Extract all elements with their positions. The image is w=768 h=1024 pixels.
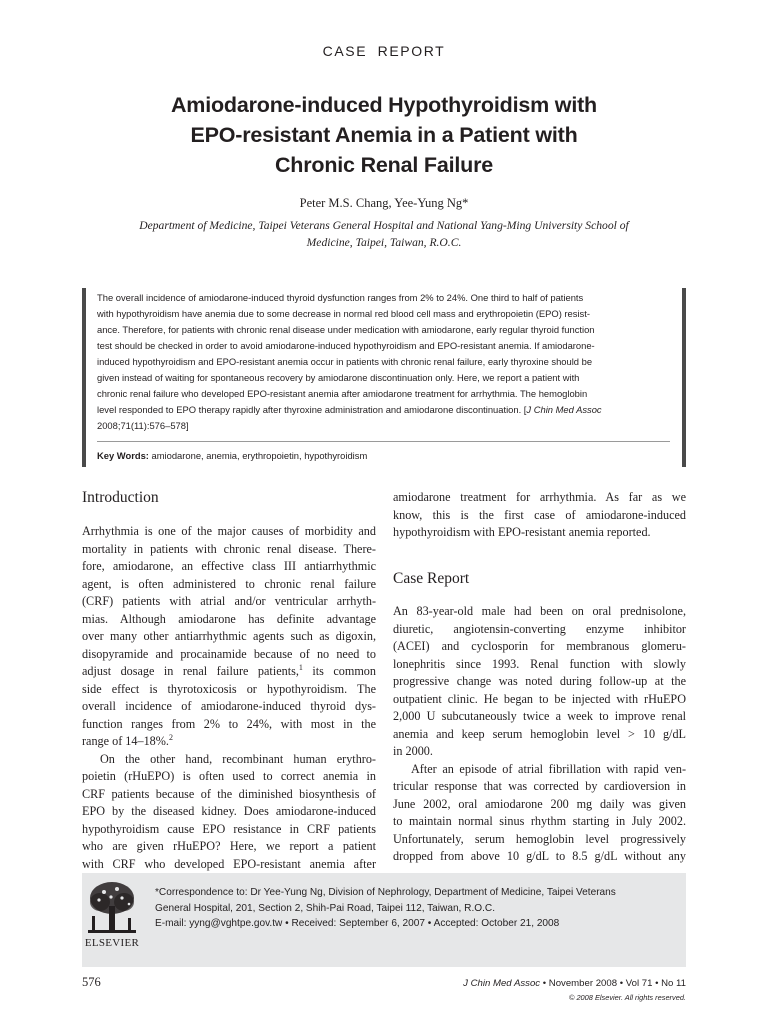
body-line: diuretic, angiotensin-converting enzyme inhibitor [393, 621, 686, 636]
abstract [97, 290, 672, 434]
keywords [97, 449, 670, 463]
body-line: overall incidence of amiodarone-induced thyroid dys- [82, 699, 376, 713]
abstract-divider [97, 441, 670, 442]
body-line: progressive change was noted during follow-up at the [393, 674, 686, 688]
body-line: tricular response that was corrected by cardioversion in [393, 779, 686, 793]
author-list: Peter M.S. Chang, Yee-Yung Ng* [299, 196, 469, 210]
body-line: (ACEI) and cyclosporin for membranous glomeru- [393, 639, 686, 653]
keywords-label: Key Words: [97, 450, 149, 461]
article-type-label: CASE REPORT [322, 43, 446, 59]
abstract-line: induced hypothyroidism and EPO-resistant anemia occur in patients with chronic renal failure, early thyroxine should be [97, 356, 593, 367]
right-column-case-body [393, 603, 686, 866]
body-line: Unfortunately, serum hemoglobin level progressively [393, 831, 686, 846]
abstract-line: given instead of waiting for spontaneous recovery by amiodarone discontinuation only. Here, we report a patient with [97, 372, 580, 383]
correspondence-line: General Hospital, 201, Section 2, Shih-Pai Road, Taipei 112, Taiwan, R.O.C. [155, 902, 496, 914]
body-line: in 2000. [393, 744, 433, 758]
body-line: mias. Although amiodarone has definite advantage [82, 611, 376, 626]
body-line: with CRF who developed EPO-resistant anemia after [82, 856, 376, 871]
keywords-text: amiodarone, anemia, erythropoietin, hypothyroidism [148, 450, 368, 461]
body-line: over many other antiarrhythmic agents such as digoxin, [82, 629, 376, 643]
body-line: EPO by the diseased kidney. Does amiodarone-induced [82, 804, 376, 818]
body-line: side effect is thyrotoxicosis or hypothyroidism. The [82, 681, 376, 696]
reference-1[interactable]: 1 [298, 662, 303, 672]
body-line: June 2002, oral amiodarone 200 mg daily was given [393, 796, 686, 811]
body-line: outpatient clinic. He began to be injected with rHuEPO [393, 691, 686, 706]
abstract-line-text: level responded to EPO therapy rapidly after thyroxine administration and amiodarone discontinuation. [ [97, 404, 527, 415]
body-line [82, 663, 376, 681]
body-line: agent, is often administered to chronic renal failure [82, 576, 376, 591]
left-column-body [82, 523, 376, 873]
title-line: EPO-resistant Anemia in a Patient with [190, 123, 578, 147]
abstract-line: 2008;71(11):576–578] [97, 420, 189, 431]
body-line: 2,000 U subcutaneously twice a week to improve renal [393, 709, 686, 723]
elsevier-tree-logo-icon [84, 878, 140, 938]
affiliation [110, 217, 658, 251]
affiliation-line: Department of Medicine, Taipei Veterans General Hospital and National Yang-Ming University School of [139, 219, 629, 232]
reference-2[interactable]: 2 [168, 732, 173, 742]
abstract-line: ance. Therefore, for patients with chronic renal disease under medication with amiodarone, early regular thyroid function [97, 324, 595, 335]
body-line: lonephritis since 1993. Renal function with slowly [393, 656, 686, 671]
right-column-intro-continued [393, 489, 686, 542]
body-text: adjust dosage in renal failure patients, [82, 664, 299, 678]
section-heading-case-report: Case Report [393, 570, 470, 587]
body-line: fore, amiodarone, an effective class III antiarrhythmic [82, 559, 376, 573]
body-line: poietin (rHuEPO) is often used to correct anemia in [82, 769, 376, 783]
body-line: who are given rHuEPO? Here, we report a patient [82, 839, 376, 853]
abstract-line: test should be checked in order to avoid amiodarone-induced hypothyroidism and EPO-resistant anemia. If amiodarone- [97, 340, 595, 351]
correspondence-line: *Correspondence to: Dr Yee-Yung Ng, Division of Nephrology, Department of Medicine, Taipei Veterans [155, 887, 616, 898]
body-line: to maintain normal sinus rhythm starting in July 2002. [393, 814, 686, 828]
abstract-line: with hypothyroidism have anemia due to some decrease in normal red blood cell mass and erythropoietin (EPO) resist- [97, 308, 590, 319]
body-line: An 83-year-old male had been on oral prednisolone, [393, 604, 686, 618]
correspondence-line: E-mail: yyng@vghtpe.gov.tw • Received: September 6, 2007 • Accepted: October 21, 2008 [155, 918, 560, 929]
body-line: anemia and keep serum hemoglobin level > 10 g/dL [393, 726, 686, 741]
body-text: range of 14–18%. [82, 734, 169, 748]
body-text: its common [302, 664, 376, 678]
body-line: On the other hand, recombinant human erythro- [100, 751, 376, 766]
affiliation-line: Medicine, Taipei, Taiwan, R.O.C. [306, 236, 462, 249]
title-line: Amiodarone-induced Hypothyroidism with [170, 93, 597, 117]
body-line: dropped from above 10 g/dL to 8.5 g/dL without any [393, 849, 686, 863]
body-line: hypothyroidism cause EPO resistance in CRF patients [82, 821, 376, 836]
body-line [82, 733, 376, 751]
abstract-line: chronic renal failure who developed EPO-resistant anemia after amiodarone treatment for arrhythmia. The hemoglobin [97, 388, 588, 399]
body-line: mortality in patients with chronic renal disease. There- [82, 541, 376, 556]
body-line: amiodarone treatment for arrhythmia. As far as we [393, 490, 686, 504]
body-line: hypothyroidism with EPO-resistant anemia reported. [393, 525, 651, 539]
body-line: function ranges from 2% to 24%, with most in the [82, 716, 376, 731]
body-line: After an episode of atrial fibrillation with rapid ven- [411, 761, 686, 776]
article-title [84, 90, 684, 180]
body-line: CRF patients because of the diminished biosynthesis of [82, 786, 376, 801]
abstract-line [97, 402, 672, 418]
section-heading-introduction: Introduction [82, 489, 159, 506]
correspondence-text [155, 885, 680, 932]
abstract-citation-journal: J Chin Med Assoc [526, 404, 602, 415]
body-line: know, this is the first case of amiodarone-induced [393, 507, 686, 522]
journal-name: J Chin Med Assoc [463, 978, 541, 989]
title-line: Chronic Renal Failure [274, 153, 493, 177]
page-number: 576 [82, 975, 101, 989]
issue-info: • November 2008 • Vol 71 • No 11 [540, 978, 686, 989]
abstract-line: The overall incidence of amiodarone-induced thyroid dysfunction ranges from 2% to 24%. One third to half of patients [97, 292, 584, 303]
publisher-name: ELSEVIER [84, 937, 140, 949]
journal-info [463, 978, 686, 989]
body-line: (CRF) patients with atrial and/or ventricular arrhyth- [82, 594, 376, 608]
body-line: disopyramide and procainamide because of no need to [82, 646, 376, 661]
copyright-notice: © 2008 Elsevier. All rights reserved. [568, 993, 686, 1002]
body-line: Arrhythmia is one of the major causes of morbidity and [82, 524, 376, 538]
